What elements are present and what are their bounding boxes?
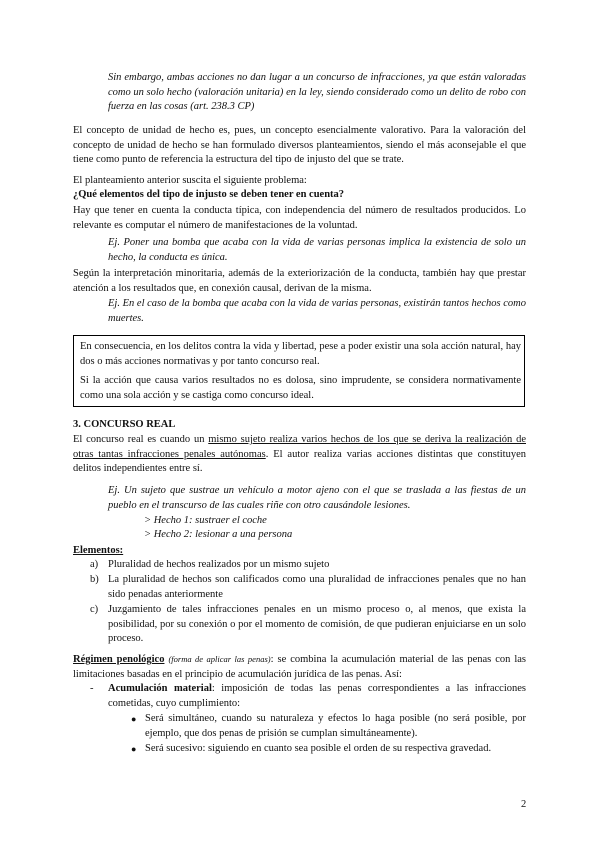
fact-2: > Hecho 2: lesionar a una persona [144, 529, 293, 540]
problem-question: ¿Qué elementos del tipo de injusto se deben tener en cuenta? [73, 189, 345, 200]
element-b: La pluralidad de hechos son calificados como una pluralidad de infracciones penales que no han sido penadas anteriormente [108, 574, 526, 600]
elements-heading: Elementos: [73, 545, 124, 556]
element-marker-a: a) [90, 559, 99, 570]
conclusion-box-text-2: Si la acción que causa varios resultados no es dolosa, sino imprudente, se considera normativamente como una sola acción y se castiga como concurso ideal. [80, 375, 521, 401]
accumulation-text: : imposición de todas las penas correspondientes a las infracciones cometidas, cuyo cumplimiento: [108, 683, 527, 709]
definition-tail: . El autor realiza varias acciones distintas que constituyen delitos independientes entre sí. [73, 448, 527, 475]
definition-lead: El concurso real es cuando un [73, 434, 209, 445]
accumulation-title: Acumulación material [108, 683, 212, 694]
paragraph-real-concourse-definition [73, 433, 526, 477]
regime-note: (forma de aplicar las penas) [168, 654, 271, 664]
page-number: 2 [521, 799, 527, 810]
example-bomb-multiple: Ej. En el caso de la bomba que acaba con la vida de varias personas, existirán tantos hechos como muertes. [108, 298, 526, 324]
element-a: Pluralidad de hechos realizados por un mismo sujeto [108, 559, 330, 570]
definition-underlined: mismo sujeto realiza varios hechos de los que se deriva la realización de otras tantas infracciones penales autónomas [73, 434, 526, 460]
fact-1: > Hecho 1: sustraer el coche [144, 515, 267, 526]
bullet-successive: Será sucesivo: siguiendo en cuanto sea posible el orden de su respectiva gravedad. [145, 743, 492, 754]
paragraph-minority-view: Según la interpretación minoritaria, además de la exteriorización de la conducta, también hay que prestar atención a los resultados que, en conexión causal, derivan de la misma. [73, 268, 526, 294]
bullet-icon: ● [131, 744, 137, 754]
paragraph-unity-of-fact: El concepto de unidad de hecho es, pues, un concepto esencialmente valorativo. Para la valoración del concepto de unidad de hecho se han formulado diversos planteamientos, siendo el más aconsejable el que tiene como punto de referencia la estructura del tipo de injusto del que se trate. [73, 125, 526, 166]
bullet-icon: ● [131, 714, 137, 724]
section-heading: 3. CONCURSO REAL [73, 419, 176, 430]
element-c: Juzgamiento de tales infracciones penales en un mismo proceso o, al menos, que exista la posibilidad, por su conexión o por el momento de comisión, de que pudieran enjuiciarse en un solo proceso. [108, 604, 526, 645]
element-marker-b: b) [90, 574, 99, 585]
paragraph-typical-conduct: Hay que tener en cuenta la conducta típica, con independencia del número de resultados producidos. Lo relevante es computar el número de manifestaciones de la voluntad. [73, 205, 526, 231]
example-vehicle: Ej. Un sujeto que sustrae un vehículo a motor ajeno con el que se traslada a las fiestas de un pueblo en el transcurso de las cuales riñe con otro causándole lesiones. [108, 485, 526, 511]
example-bomb-single: Ej. Poner una bomba que acaba con la vida de varias personas implica la existencia de solo un hecho, la conducta es única. [108, 237, 526, 263]
element-marker-c: c) [90, 604, 99, 615]
problem-intro: El planteamiento anterior suscita el siguiente problema: [73, 175, 307, 186]
regime-title: Régimen penológico [73, 654, 165, 665]
accumulation-dash: - [90, 683, 94, 694]
regime-text: : se combina la acumulación material de las penas con las limitaciones basadas en el principio de acumulación jurídica de las penas. Así: [73, 654, 527, 680]
paragraph-penological-regime [73, 652, 526, 682]
bullet-simultaneous: Será simultáneo, cuando su naturaleza y efectos lo haga posible (no será posible, por ejemplo, que dos penas de prisión se cumplan simultáneamente). [145, 713, 526, 739]
quote-robbery: Sin embargo, ambas acciones no dan lugar a un concurso de infracciones, ya que están valoradas como un solo hecho (valoración unitaria) en la ley, siendo considerado como un delito de robo con fuerza en las cosas (art. 238.3 CP) [108, 72, 526, 113]
conclusion-box-text-1: En consecuencia, en los delitos contra la vida y libertad, pese a poder existir una sola acción natural, hay dos o más acciones normativas y por tanto concurso real. [80, 341, 521, 367]
accumulation-material [108, 682, 526, 711]
